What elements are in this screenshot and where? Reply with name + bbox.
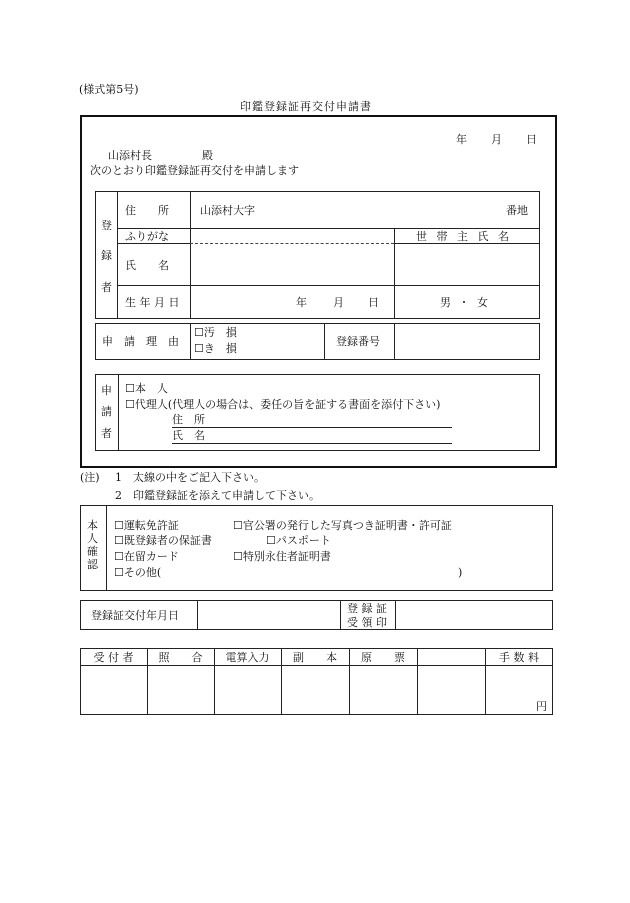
issuance-date-label: 登録証交付年月日: [91, 609, 179, 622]
receipt-label-2: 受 領 印: [347, 616, 387, 629]
proxy-name-line[interactable]: [172, 443, 452, 444]
applicant-side-3: 者: [101, 427, 112, 440]
applicant-self-option[interactable]: ☐本 人: [125, 382, 168, 395]
sex-choice[interactable]: 男 ・ 女: [440, 296, 490, 309]
registration-number-label: 登録番号: [336, 335, 380, 348]
office-header-check: 照 合: [158, 651, 203, 664]
id-official-photo-id[interactable]: ☐官公署の発行した写真つき証明書・許可証: [233, 519, 452, 532]
date-year: 年: [456, 133, 467, 146]
id-other[interactable]: ☐その他(: [114, 566, 162, 579]
address-suffix: 番地: [506, 204, 528, 217]
furigana-label: ふりがな: [125, 230, 169, 243]
receipt-label-1: 登 録 証: [347, 602, 387, 615]
office-header-fee: 手 数 料: [499, 651, 539, 664]
office-header-data-entry: 電算入力: [225, 651, 270, 664]
intro-text: 次のとおり印鑑登録証再交付を申請します: [90, 164, 299, 177]
registrant-side-2: 録: [101, 249, 112, 262]
reason-option-damaged[interactable]: ☐き 損: [194, 342, 237, 355]
birth-year: 年: [296, 296, 307, 309]
id-guarantee[interactable]: ☐既登録者の保証書: [114, 534, 212, 547]
birth-month: 月: [333, 296, 344, 309]
note-1: 1 太線の中をご記入下さい。: [115, 471, 265, 484]
reason-option-soiled[interactable]: ☐汚 損: [194, 326, 237, 339]
birth-label: 生 年 月 日: [125, 296, 180, 309]
addressee: 山添村長: [108, 149, 152, 162]
office-header-receiver: 受 付 者: [93, 651, 134, 664]
form-title: 印鑑登録証再交付申請書: [240, 100, 372, 113]
applicant-proxy-option[interactable]: ☐代理人(代理人の場合は、委任の旨を証する書面を添付下さい): [125, 398, 441, 411]
identity-side-2: 人: [87, 532, 98, 545]
identity-side-3: 確: [87, 545, 98, 558]
note-2: 2 印鑑登録証を添えて申請して下さい。: [115, 489, 320, 502]
address-label: 住 所: [125, 204, 169, 217]
reason-label: 申 請 理 由: [102, 335, 179, 348]
id-special-permanent[interactable]: ☐特別永住者証明書: [233, 550, 331, 563]
applicant-side-1: 申: [101, 384, 112, 397]
honorific: 殿: [202, 149, 213, 162]
proxy-address-label: 住 所: [172, 413, 205, 426]
office-header-original: 原 票: [361, 651, 405, 664]
applicant-side-2: 請: [101, 405, 112, 418]
form-number: (様式第5号): [79, 83, 139, 96]
office-header-duplicate: 副 本: [293, 651, 337, 664]
identity-side-1: 本: [87, 519, 98, 532]
registrant-side-1: 登: [101, 219, 112, 232]
name-label: 氏 名: [125, 259, 169, 272]
identity-side-4: 認: [87, 558, 98, 571]
date-month: 月: [491, 133, 502, 146]
registrant-side-3: 者: [101, 281, 112, 294]
id-other-close: ): [458, 566, 463, 579]
household-name-field[interactable]: [395, 244, 539, 284]
proxy-name-label: 氏 名: [172, 429, 205, 442]
id-residence-card[interactable]: ☐在留カード: [114, 550, 179, 563]
id-drivers-license[interactable]: ☐運転免許証: [114, 519, 179, 532]
proxy-address-line[interactable]: [172, 427, 452, 428]
name-field[interactable]: [191, 244, 393, 284]
id-passport[interactable]: ☐パスポート: [266, 534, 331, 547]
household-label: 世 帯 主 氏 名: [416, 230, 512, 243]
address-value[interactable]: 山添村大字: [200, 204, 255, 217]
date-day: 日: [526, 133, 537, 146]
fee-unit: 円: [536, 700, 547, 713]
birth-day: 日: [368, 296, 379, 309]
notes-prefix: (注): [80, 471, 100, 484]
